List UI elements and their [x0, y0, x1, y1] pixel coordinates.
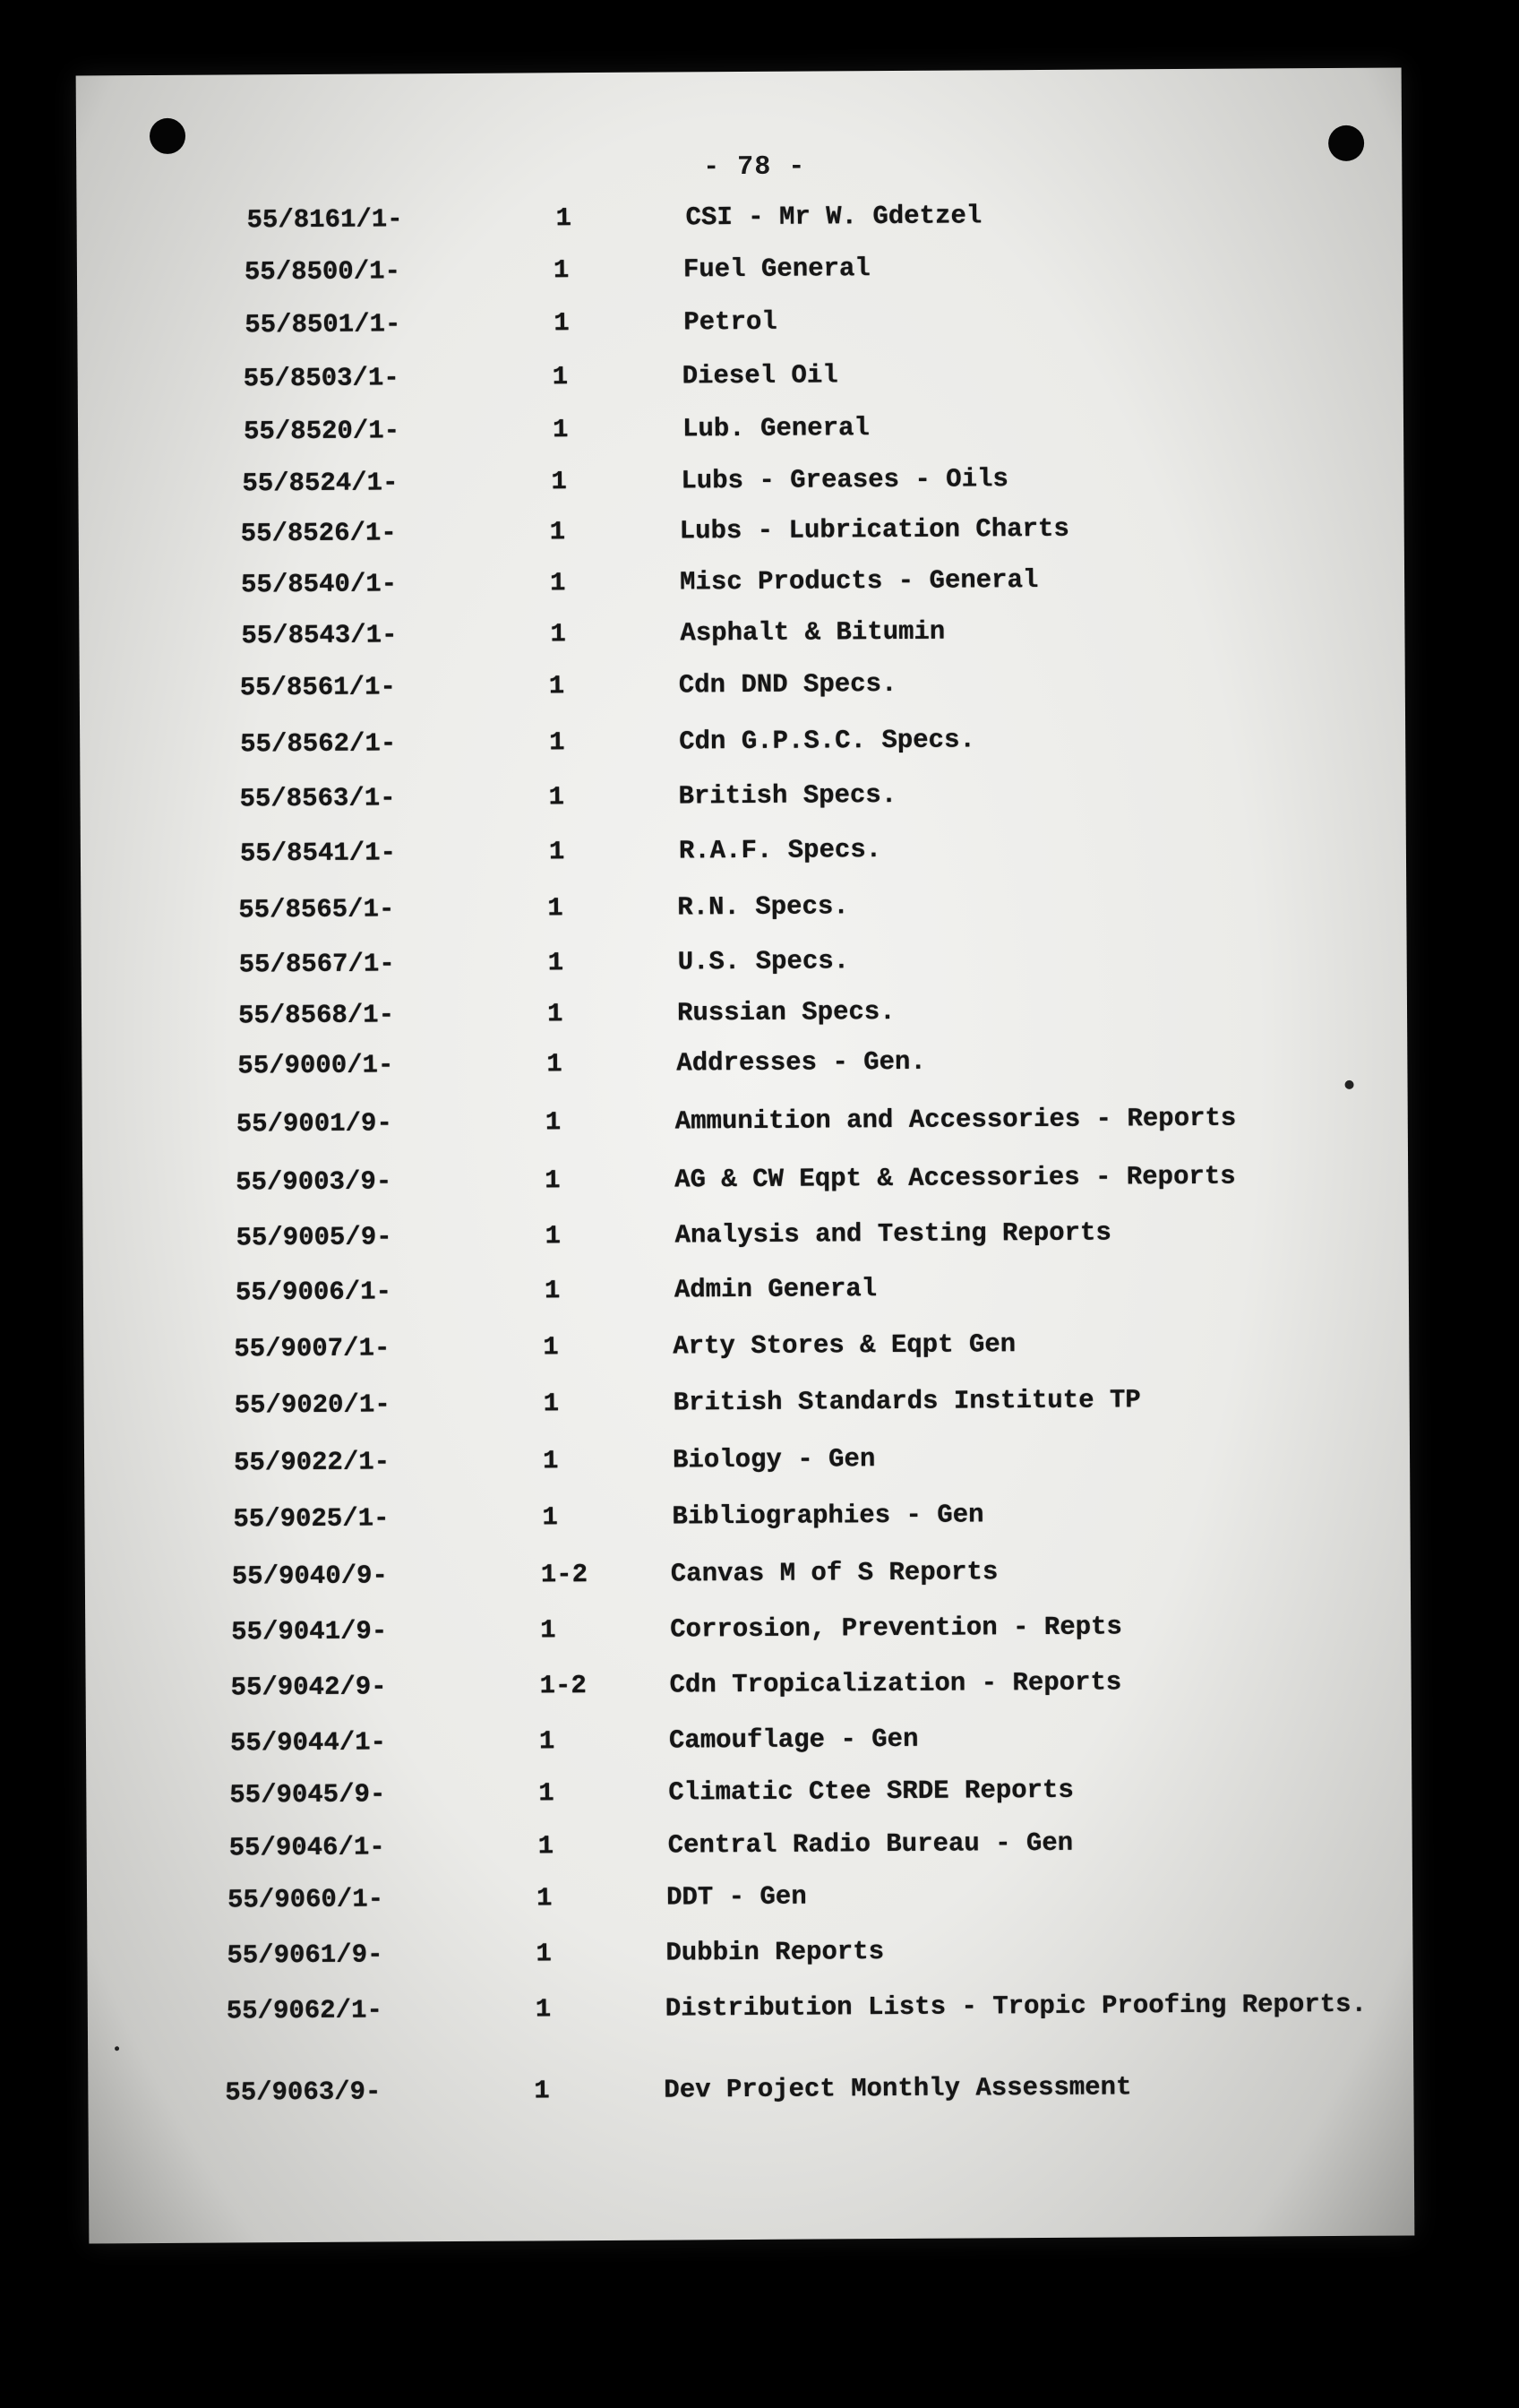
list-item	[234, 1443, 1353, 1504]
file-code: 55/8562/1-	[240, 728, 397, 760]
file-code: 55/9000/1-	[237, 1050, 394, 1081]
file-description: British Specs.	[678, 779, 897, 812]
file-description: Climatic Ctee SRDE Reports	[668, 1775, 1074, 1808]
file-quantity: 1	[546, 999, 563, 1029]
list-item	[245, 305, 1364, 366]
file-description: Analysis and Testing Reports	[674, 1217, 1111, 1251]
list-item	[233, 1500, 1352, 1561]
file-code: 55/9062/1-	[226, 1995, 382, 2026]
file-quantity: 1	[549, 517, 566, 547]
file-code: 55/9005/9-	[236, 1222, 392, 1253]
file-code: 55/8526/1-	[240, 518, 397, 549]
file-quantity: 1-2	[540, 1560, 588, 1590]
file-description: British Standards Institute TP	[673, 1385, 1141, 1418]
list-item	[227, 1880, 1347, 1941]
list-item	[231, 1612, 1351, 1673]
file-code: 55/8541/1-	[239, 838, 397, 869]
file-quantity: 1	[543, 1389, 560, 1419]
file-description: Canvas M of S Reports	[670, 1557, 999, 1589]
file-code: 55/8500/1-	[244, 256, 401, 288]
file-description: Petrol	[683, 306, 777, 338]
file-quantity: 1	[543, 1332, 559, 1363]
file-description: Corrosion, Prevention - Repts	[670, 1612, 1123, 1645]
file-quantity: 1	[552, 362, 569, 392]
file-code: 55/9025/1-	[233, 1503, 390, 1535]
file-code: 55/8501/1-	[245, 309, 401, 340]
file-code: 55/9040/9-	[231, 1561, 388, 1592]
file-code: 55/9061/9-	[227, 1939, 383, 1971]
file-quantity: 1-2	[539, 1671, 587, 1701]
file-quantity: 1	[545, 1221, 562, 1251]
file-code: 55/9044/1-	[229, 1727, 387, 1759]
file-quantity: 1	[536, 1939, 552, 1969]
file-description: Ammunition and Accessories - Reports	[674, 1103, 1237, 1137]
file-description: U.S. Specs.	[677, 946, 850, 977]
file-description: DDT - Gen	[665, 1881, 807, 1913]
list-item	[238, 890, 1358, 951]
file-code: 55/8540/1-	[240, 569, 398, 600]
file-code: 55/8161/1-	[246, 204, 403, 236]
file-quantity: 1	[547, 893, 563, 924]
file-code: 55/8524/1-	[242, 468, 399, 499]
list-item	[240, 834, 1360, 895]
file-quantity: 1	[535, 1994, 552, 2025]
file-description: Cdn Tropicalization - Reports	[669, 1667, 1122, 1700]
list-item	[236, 1163, 1355, 1224]
file-description: Central Radio Bureau - Gen	[667, 1828, 1074, 1861]
file-code: 55/8520/1-	[243, 416, 400, 447]
list-item	[229, 1828, 1349, 1889]
file-description: Diesel Oil	[682, 360, 838, 391]
file-quantity: 1	[534, 2076, 550, 2106]
file-description: Arty Stores & Eqpt Gen	[673, 1329, 1017, 1362]
file-quantity: 1	[553, 255, 570, 286]
list-item	[244, 412, 1363, 473]
file-quantity: 1	[545, 1107, 562, 1138]
list-item	[240, 668, 1360, 729]
file-code: 55/9045/9-	[229, 1779, 386, 1810]
file-description: Biology - Gen	[672, 1444, 876, 1475]
file-code: 55/9003/9-	[236, 1166, 392, 1198]
list-item	[239, 779, 1359, 840]
file-quantity: 1	[548, 671, 565, 701]
file-code: 55/8543/1-	[241, 620, 398, 651]
document-page	[76, 68, 1415, 2244]
file-quantity: 1	[547, 948, 564, 978]
file-quantity: 1	[555, 203, 572, 234]
file-description: Cdn G.P.S.C. Specs.	[679, 725, 975, 757]
file-code: 55/9006/1-	[235, 1277, 392, 1308]
list-item	[234, 1329, 1353, 1390]
page-number: - 78 -	[703, 151, 806, 184]
list-item	[245, 253, 1364, 314]
file-code: 55/8503/1-	[243, 363, 399, 394]
list-item	[244, 359, 1363, 420]
file-description: Dubbin Reports	[665, 1937, 885, 1968]
file-description: Cdn DND Specs.	[678, 668, 897, 701]
file-description: Camouflage - Gen	[668, 1724, 919, 1756]
file-quantity: 1	[536, 1883, 553, 1914]
file-description: Dev Project Monthly Assessment	[664, 2072, 1132, 2105]
file-description: Lubs - Lubrication Charts	[679, 513, 1069, 546]
file-code: 55/9041/9-	[231, 1616, 388, 1647]
file-quantity: 1	[540, 1615, 556, 1646]
list-item	[241, 616, 1360, 677]
file-quantity: 1	[548, 837, 565, 867]
file-code: 55/9060/1-	[227, 1884, 384, 1915]
file-quantity: 1	[550, 619, 566, 649]
list-item	[232, 1557, 1352, 1618]
list-item	[236, 1218, 1355, 1279]
file-quantity: 1	[549, 727, 565, 758]
list-item	[240, 725, 1360, 786]
file-code: 55/8568/1-	[237, 1000, 395, 1031]
file-quantity: 1	[545, 1165, 561, 1196]
file-quantity: 1	[538, 1778, 554, 1809]
file-quantity: 1	[552, 415, 569, 445]
file-code: 55/8567/1-	[238, 949, 395, 980]
list-item	[235, 1386, 1354, 1447]
file-description: R.A.F. Specs.	[678, 835, 882, 866]
file-description: Lubs - Greases - Oils	[681, 464, 1008, 496]
file-description: AG & CW Eqpt & Accessories - Reports	[674, 1161, 1236, 1195]
file-quantity: 1	[538, 1726, 555, 1757]
punch-hole-left	[150, 118, 185, 154]
file-quantity: 1	[551, 467, 567, 497]
file-quantity: 1	[544, 1276, 561, 1306]
file-description: Misc Products - General	[679, 564, 1039, 598]
list-item	[230, 1724, 1350, 1784]
file-quantity: 1	[537, 1831, 554, 1862]
list-item	[236, 1105, 1356, 1165]
list-item	[231, 1668, 1351, 1729]
file-description: CSI - Mr W. Gdetzel	[685, 201, 983, 233]
file-code: 55/9046/1-	[228, 1832, 385, 1863]
file-description: Distribution Lists - Tropic Proofing Reports.	[665, 1989, 1368, 2024]
file-code: 55/9042/9-	[230, 1672, 387, 1703]
file-quantity: 1	[554, 308, 570, 339]
file-code: 55/9007/1-	[234, 1333, 390, 1364]
file-code: 55/8563/1-	[239, 783, 396, 814]
list-item	[225, 2073, 1344, 2134]
file-description: Bibliographies - Gen	[672, 1500, 984, 1532]
file-code: 55/9020/1-	[234, 1389, 390, 1421]
file-code: 55/9022/1-	[233, 1447, 390, 1478]
file-quantity: 1	[542, 1502, 558, 1533]
file-quantity: 1	[549, 568, 566, 598]
file-description: Russian Specs.	[676, 996, 896, 1028]
file-code: 55/8561/1-	[239, 672, 396, 703]
file-description: Addresses - Gen.	[676, 1046, 926, 1079]
file-quantity: 1	[546, 1049, 562, 1079]
list-item	[229, 1776, 1349, 1836]
file-code: 55/8565/1-	[238, 894, 395, 925]
list-item	[237, 1046, 1357, 1107]
file-code: 55/9063/9-	[225, 2077, 382, 2108]
file-quantity: 1	[542, 1446, 559, 1476]
list-item	[227, 1936, 1346, 1997]
file-description: Admin General	[674, 1274, 878, 1305]
file-description: Lub. General	[682, 413, 870, 444]
punch-hole-right	[1328, 125, 1364, 161]
file-description: R.N. Specs.	[677, 891, 849, 923]
ink-speck	[115, 2046, 119, 2051]
file-code: 55/9001/9-	[236, 1108, 392, 1140]
list-item	[247, 201, 1367, 262]
file-description: Asphalt & Bitumin	[680, 616, 946, 649]
file-quantity: 1	[548, 782, 565, 813]
list-item	[236, 1273, 1355, 1334]
list-item	[226, 1989, 1368, 2052]
file-description: Fuel General	[682, 254, 871, 285]
